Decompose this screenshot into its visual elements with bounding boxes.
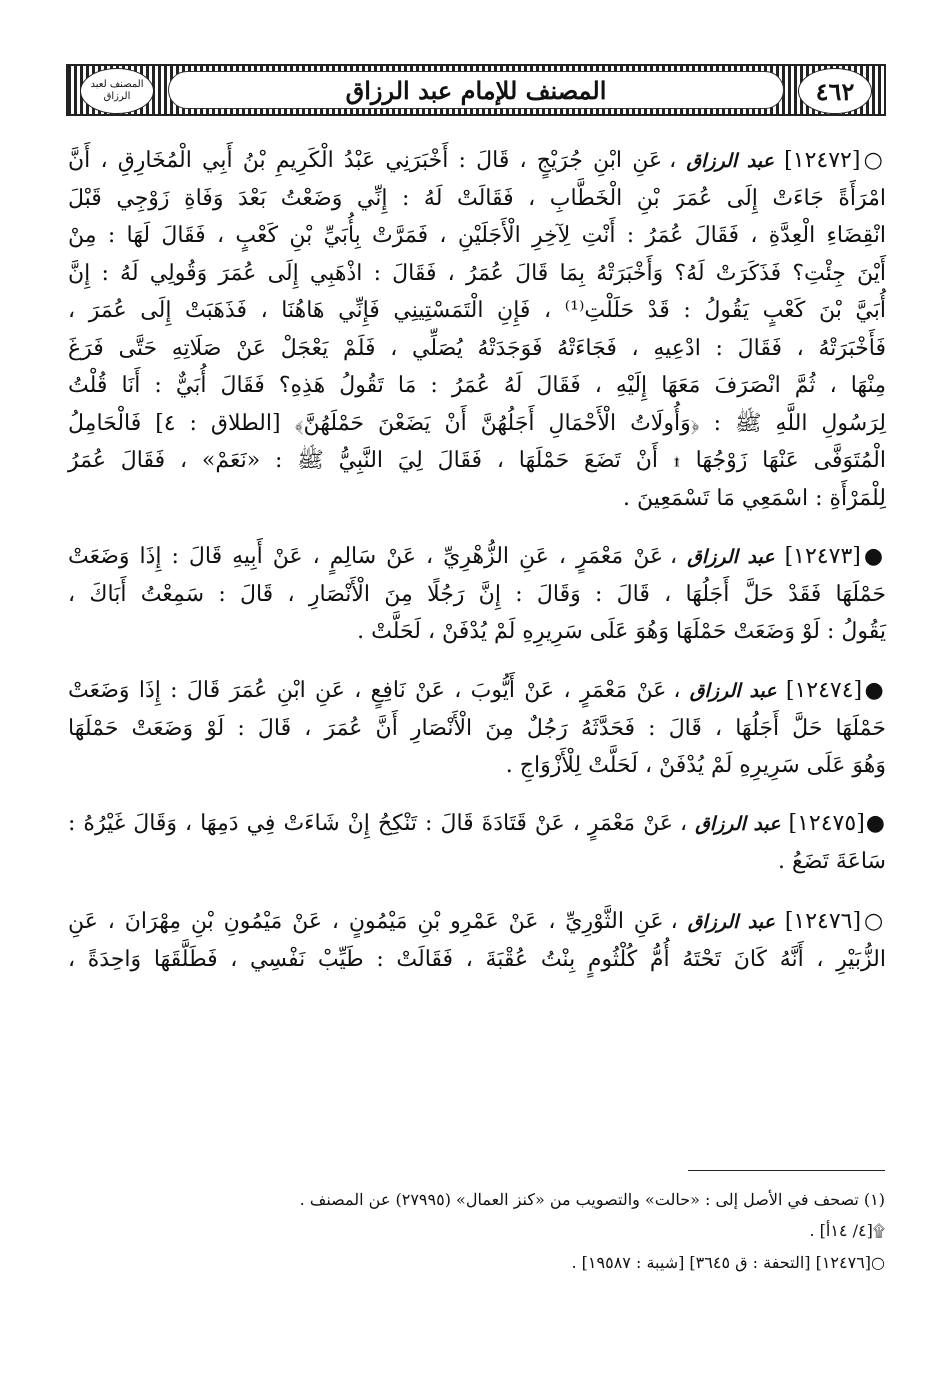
text-line — [68, 255, 886, 293]
hadith-reference-note: ○[١٢٤٧٦] [التحفة : ق ٣٦٤٥] [شيبة : ١٩٥٨٧] . — [571, 1253, 885, 1272]
line-text: وَهُوَ عَلَى سَرِيرِهِ لَمْ يُدْفَنْ ، لَحَلَّتْ لِلْأَزْوَاجِ . — [505, 753, 886, 778]
line-text: ، عَنِ ابْنِ جُرَيْجٍ ، قَالَ : أَخْبَرَنِي عَبْدُ الْكَرِيمِ بْنُ أَبِي الْمُخَارِقِ ، أَنَّ — [68, 148, 677, 173]
text-line — [68, 330, 886, 368]
text-line — [68, 613, 886, 651]
line-text: ، عَنْ مَعْمَرٍ ، عَنْ قَتَادَةَ قَالَ : تَنْكِحُ إِنْ شَاءَتْ فِي دَمِهَا ، وَقَالَ غَيْرُهُ : — [68, 811, 688, 836]
text-line — [68, 805, 886, 843]
text-line — [68, 747, 886, 785]
line-text: الْمُتَوَفَّى عَنْهَا زَوْجُهَا ۩ أَنْ تَضَعَ حَمْلَهَا ، فَقَالَ لِيَ النَّبِيُّ ﷺ : «نَعَمْ» ، فَقَالَ عُمَرُ — [68, 448, 886, 473]
line-text: ، عَنْ مَعْمَرٍ ، عَنِ الزُّهْرِيِّ ، عَنْ سَالِمٍ ، عَنْ أَبِيهِ قَالَ : إِذَا وَضَعَتْ — [68, 544, 678, 569]
hadith-paragraph — [68, 142, 886, 517]
narrator-name: عبد الرزاق — [689, 680, 777, 702]
line-text: انْقِضَاءِ الْعِدَّةِ ، فَقَالَ عُمَرُ : أَنْتِ لِآخِرِ الْأَجَلَيْنِ ، فَمَرَّتْ بِأُبَيِّ بْنِ كَعْبٍ ، فَقَالَ لَهَا : مِنْ — [68, 223, 886, 248]
page-header — [66, 64, 886, 116]
hadith-number: ○[١٢٤٧٦] — [784, 909, 887, 934]
text-line — [68, 292, 886, 330]
page-number: ٤٦٢ — [798, 68, 872, 114]
text-line — [68, 903, 886, 941]
text-line — [68, 217, 886, 255]
narrator-name: عبد الرزاق — [687, 911, 775, 933]
line-text: ، عَنِ الثَّوْرِيِّ ، عَنْ عَمْرِو بْنِ مَيْمُونٍ ، عَنْ مَيْمُونِ بْنِ مِهْرَانَ ، عَنِ — [68, 909, 678, 934]
line-text: الزُّبَيْرِ ، أَنَّهُ كَانَ تَحْتَهُ أُمُّ كُلْثُومٍ بِنْتُ عُقْبَةَ ، فَقَالَتْ : طَيِّبْ نَفْسِي ، فَطَلَّقَهَا وَاحِدَةً ، — [68, 946, 886, 972]
book-logo: المصنف لعبد الرزاق — [80, 68, 154, 114]
hadith-paragraph — [68, 538, 886, 651]
text-line — [68, 442, 886, 480]
folio-note: ۩[٤/ ١٤أ] . — [809, 1221, 885, 1240]
line-text: فَأَخْبَرَتْهُ ، فَقَالَ : ادْعِيهِ ، فَجَاءَتْهُ فَوَجَدَتْهُ يُصَلِّي ، فَلَمْ يَعْجَلْ عَنْ صَلَاتِهِ حَتَّى فَرَغَ — [68, 335, 886, 361]
text-line — [68, 480, 886, 518]
narrator-name: عبد الرزاق — [695, 813, 781, 835]
line-text: ، عَنْ مَعْمَرٍ ، عَنْ أَيُّوبَ ، عَنْ نَافِعٍ ، عَنِ ابْنِ عُمَرَ قَالَ : إِذَا وَضَعَتْ — [68, 678, 681, 703]
narrator-name: عبد الرزاق — [686, 150, 774, 172]
hadith-paragraph — [68, 672, 886, 785]
hadith-paragraph — [68, 805, 886, 880]
book-title: المصنف للإمام عبد الرزاق — [168, 71, 784, 109]
hadith-number: ○[١٢٤٧٢] — [784, 148, 887, 173]
text-line — [68, 180, 886, 218]
line-text: حَمْلَهَا فَقَدْ حَلَّ أَجَلُهَا ، قَالَ : وَقَالَ : إِنَّ رَجُلًا مِنَ الْأَنْصَارِ ، قَالَ : سَمِعْتُ أَبَاكَ ، — [68, 581, 886, 607]
line-text: لِرَسُولِ اللَّهِ ﷺ : ﴿وَأُولَاتُ الْأَحْمَالِ أَجَلُهُنَّ أَنْ يَضَعْنَ حَمْلَهُنَّ﴾ [الطلاق : ٤] فَالْحَامِلُ — [68, 410, 886, 436]
text-line — [68, 843, 886, 881]
line-text: حَمْلَهَا حَلَّ أَجَلُهَا ، قَالَ : فَحَدَّثَهُ رَجُلٌ مِنَ الْأَنْصَارِ أَنَّ عُمَرَ ، قَالَ : لَوْ وَضَعَتْ حَمْلَهَا — [68, 715, 886, 741]
line-text: يَقُولُ : لَوْ وَضَعَتْ حَمْلَهَا وَهُوَ عَلَى سَرِيرِهِ لَمْ يُدْفَنْ ، لَحَلَّتْ . — [357, 619, 886, 644]
footnote-divider — [688, 1170, 885, 1171]
text-line — [68, 576, 886, 614]
text-line — [68, 672, 886, 710]
narrator-name: عبد الرزاق — [687, 546, 775, 568]
line-text: مِنْهَا ، ثُمَّ انْصَرَفَ مَعَهَا إِلَيْهِ ، فَقَالَ لَهُ عُمَرُ : مَا تَقُولُ هَذِهِ؟ فَقَالَ أُبَيٌّ : أَنَا قُلْتُ — [68, 373, 886, 398]
text-line — [68, 142, 886, 180]
hadith-number: ●[١٢٤٧٥] — [788, 811, 887, 836]
line-text: سَاعَةَ تَضَعُ . — [778, 848, 886, 874]
footnote-1: (١) تصحف في الأصل إلى : «حالت» والتصويب من «كنز العمال» (٢٧٩٩٥) عن المصنف . — [299, 1190, 885, 1209]
text-line — [68, 405, 886, 443]
text-line — [68, 710, 886, 748]
text-line — [68, 538, 886, 576]
hadith-number: ●[١٢٤٧٣] — [784, 544, 887, 569]
line-text: لِلْمَرْأَةِ : اسْمَعِي مَا تَسْمَعِينَ . — [622, 485, 886, 511]
hadith-number: ●[١٢٤٧٤] — [785, 678, 886, 703]
line-text: أُبَيَّ بْنَ كَعْبٍ يَقُولُ : قَدْ حَلَلْتِ⁽¹⁾ ، فَإِنِ الْتَمَسْتِينِي فَإِنِّي هَاهُنَا ، فَذَهَبَتْ إِلَى عُمَرَ ، — [68, 298, 886, 323]
line-text: امْرَأَةً جَاءَتْ إِلَى عُمَرَ بْنِ الْخَطَّابِ ، فَقَالَتْ لَهُ : إِنِّي وَضَعْتُ بَعْدَ وَفَاةِ زَوْجِي قَبْلَ — [68, 185, 886, 211]
text-line — [68, 367, 886, 405]
hadith-paragraph — [68, 903, 886, 978]
line-text: أَيْنَ جِئْتِ؟ فَذَكَرَتْ لَهُ؟ وَأَخْبَرَتْهُ بِمَا قَالَ عُمَرُ ، فَقَالَ : اذْهَبِي إِلَى عُمَرَ وَقُولِي لَهُ : إِنَّ — [68, 260, 886, 286]
text-line — [68, 941, 886, 979]
